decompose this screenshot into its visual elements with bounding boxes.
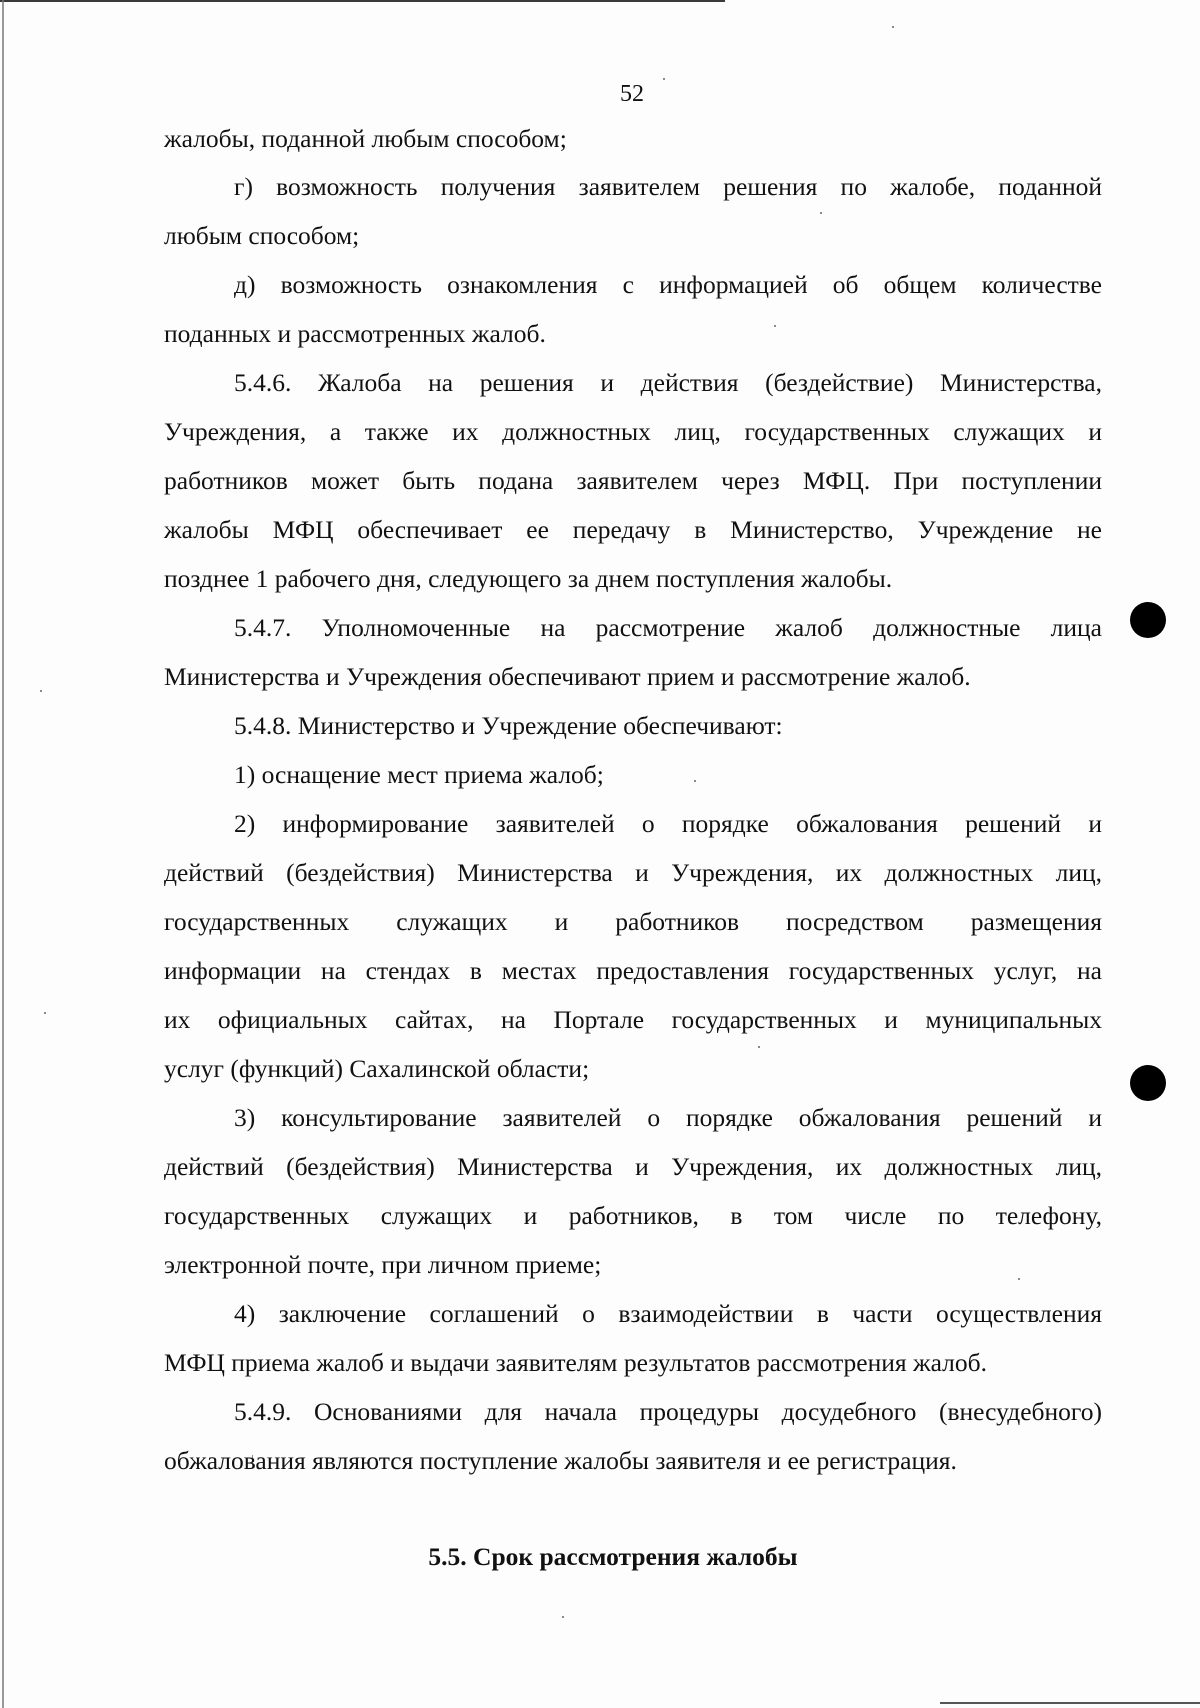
- text-line: 5.4.8. Министерство и Учреждение обеспечивают:: [234, 711, 783, 740]
- scan-speck: [820, 212, 822, 214]
- scan-speck: [694, 780, 696, 782]
- scan-speck: [892, 26, 894, 28]
- text-line: их официальных сайтах, на Портале государственных и муниципальных: [164, 1005, 1102, 1034]
- punch-hole-mark: [1130, 602, 1166, 638]
- punch-hole-mark: [1130, 1065, 1166, 1101]
- text-line: обжалования являются поступление жалобы заявителя и ее регистрация.: [164, 1446, 957, 1475]
- text-line: д) возможность ознакомления с информацией об общем количестве: [234, 270, 1102, 299]
- section-heading: 5.5. Срок рассмотрения жалобы: [428, 1542, 798, 1571]
- text-line: электронной почте, при личном приеме;: [164, 1250, 602, 1279]
- text-line: 4) заключение соглашений о взаимодействии в части осуществления: [234, 1299, 1102, 1328]
- text-line: жалобы, поданной любым способом;: [164, 124, 567, 153]
- text-line: 5.4.6. Жалоба на решения и действия (бездействие) Министерства,: [234, 368, 1102, 397]
- text-line: позднее 1 рабочего дня, следующего за днем поступления жалобы.: [164, 564, 893, 593]
- text-line: г) возможность получения заявителем решения по жалобе, поданной: [234, 172, 1102, 201]
- text-line: государственных служащих и работников посредством размещения: [164, 907, 1102, 936]
- scan-speck: [562, 1616, 564, 1618]
- page-number: 52: [620, 81, 644, 107]
- text-line: действий (бездействия) Министерства и Учреждения, их должностных лиц,: [164, 858, 1102, 887]
- text-line: 2) информирование заявителей о порядке обжалования решений и: [234, 809, 1102, 838]
- scan-speck: [40, 690, 42, 692]
- scan-speck: [44, 1012, 46, 1014]
- text-line: Министерства и Учреждения обеспечивают прием и рассмотрение жалоб.: [164, 662, 971, 691]
- scan-speck: [758, 1046, 760, 1048]
- scan-speck: [1018, 1278, 1020, 1280]
- text-line: любым способом;: [164, 221, 360, 250]
- scan-bottom-rule: [940, 1702, 1200, 1704]
- text-line: поданных и рассмотренных жалоб.: [164, 319, 546, 348]
- text-line: работников может быть подана заявителем через МФЦ. При поступлении: [164, 466, 1102, 495]
- text-line: МФЦ приема жалоб и выдачи заявителям результатов рассмотрения жалоб.: [164, 1348, 987, 1377]
- text-line: Учреждения, а также их должностных лиц, государственных служащих и: [164, 417, 1102, 446]
- text-line: 5.4.9. Основаниями для начала процедуры досудебного (внесудебного): [234, 1397, 1102, 1426]
- scan-left-edge: [2, 0, 4, 1708]
- text-line: 1) оснащение мест приема жалоб;: [234, 760, 604, 789]
- text-line: действий (бездействия) Министерства и Учреждения, их должностных лиц,: [164, 1152, 1102, 1181]
- scan-speck: [774, 325, 776, 327]
- text-line: 5.4.7. Уполномоченные на рассмотрение жалоб должностные лица: [234, 613, 1102, 642]
- text-line: информации на стендах в местах предоставления государственных услуг, на: [164, 956, 1102, 985]
- text-line: жалобы МФЦ обеспечивает ее передачу в Министерство, Учреждение не: [164, 515, 1102, 544]
- text-line: 3) консультирование заявителей о порядке обжалования решений и: [234, 1103, 1102, 1132]
- text-line: государственных служащих и работников, в том числе по телефону,: [164, 1201, 1102, 1230]
- text-line: услуг (функций) Сахалинской области;: [164, 1054, 590, 1083]
- scan-top-rule: [0, 0, 725, 2]
